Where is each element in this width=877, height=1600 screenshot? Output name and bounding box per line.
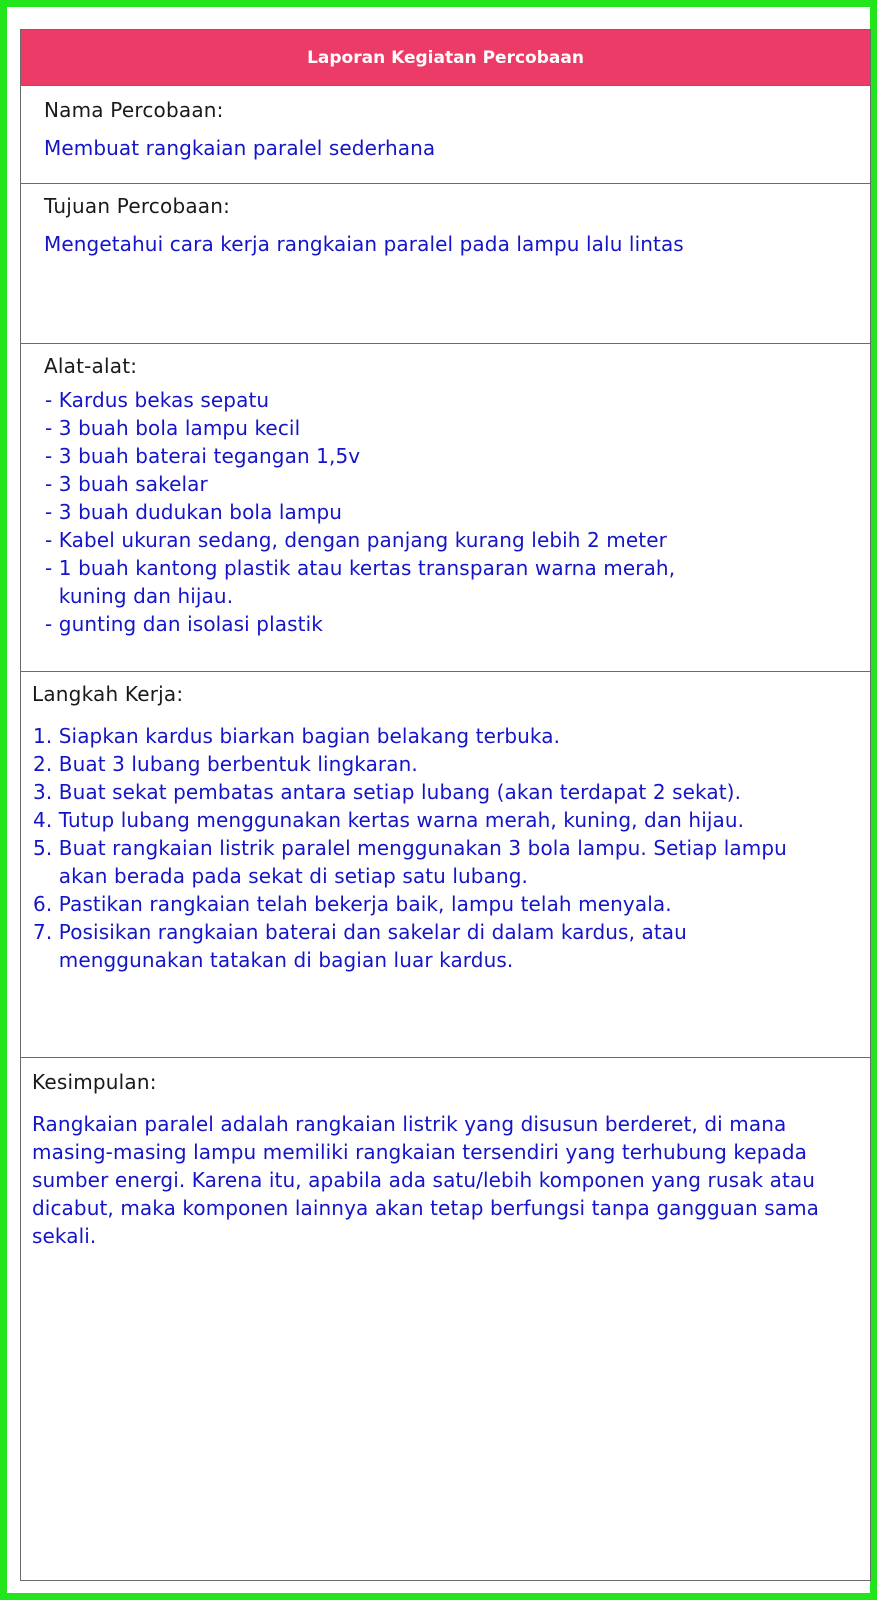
step-item: 1. Siapkan kardus biarkan bagian belakang terbuka. (33, 724, 561, 748)
alat-alat-label: Alat-alat: (44, 354, 138, 378)
report-card (20, 29, 871, 1581)
section-alat-alat (21, 344, 870, 672)
list-item: - 3 buah sakelar (45, 472, 208, 496)
list-item: - gunting dan isolasi plastik (45, 612, 323, 636)
tujuan-percobaan-value: Mengetahui cara kerja rangkaian paralel pada lampu lalu lintas (44, 232, 684, 256)
list-item: - 1 buah kantong plastik atau kertas transparan warna merah, kuning dan hijau. (45, 556, 676, 608)
list-item: - 3 buah baterai tegangan 1,5v (45, 444, 361, 468)
kesimpulan-value: Rangkaian paralel adalah rangkaian listrik yang disusun berderet, di mana masing-masing lampu memiliki rangkaian tersendiri yang terhubung kepada sumber energi. Karena itu, apabila ada satu/lebih komponen yang rusak atau dicabut, maka komponen lainnya akan tetap berfungsi tanpa gangguan sama sekali. (32, 1112, 820, 1248)
nama-percobaan-value: Membuat rangkaian paralel sederhana (44, 136, 436, 160)
step-item: 5. Buat rangkaian listrik paralel menggunakan 3 bola lampu. Setiap lampu akan berada pada sekat di setiap satu lubang. (33, 836, 787, 888)
step-item: 3. Buat sekat pembatas antara setiap lubang (akan terdapat 2 sekat). (33, 780, 742, 804)
alat-alat-list (45, 386, 725, 638)
section-tujuan-percobaan (21, 184, 870, 344)
tujuan-percobaan-label: Tujuan Percobaan: (44, 194, 231, 218)
report-header (21, 30, 870, 86)
list-item: - 3 buah dudukan bola lampu (45, 500, 343, 524)
section-langkah-kerja (21, 672, 870, 1058)
report-title: Laporan Kegiatan Percobaan (307, 47, 584, 68)
langkah-kerja-label: Langkah Kerja: (32, 682, 184, 706)
step-item: 4. Tutup lubang menggunakan kertas warna merah, kuning, dan hijau. (33, 808, 745, 832)
kesimpulan-label: Kesimpulan: (32, 1070, 157, 1094)
step-item: 6. Pastikan rangkaian telah bekerja baik, lampu telah menyala. (33, 892, 672, 916)
section-nama-percobaan (21, 86, 870, 184)
langkah-kerja-steps (33, 722, 813, 974)
list-item: - Kabel ukuran sedang, dengan panjang kurang lebih 2 meter (45, 528, 667, 552)
list-item: - 3 buah bola lampu kecil (45, 416, 301, 440)
step-item: 2. Buat 3 lubang berbentuk lingkaran. (33, 752, 418, 776)
step-item: 7. Posisikan rangkaian baterai dan sakelar di dalam kardus, atau menggunakan tatakan di bagian luar kardus. (33, 920, 687, 972)
section-kesimpulan (21, 1058, 870, 1580)
list-item: - Kardus bekas sepatu (45, 388, 270, 412)
nama-percobaan-label: Nama Percobaan: (44, 98, 224, 122)
